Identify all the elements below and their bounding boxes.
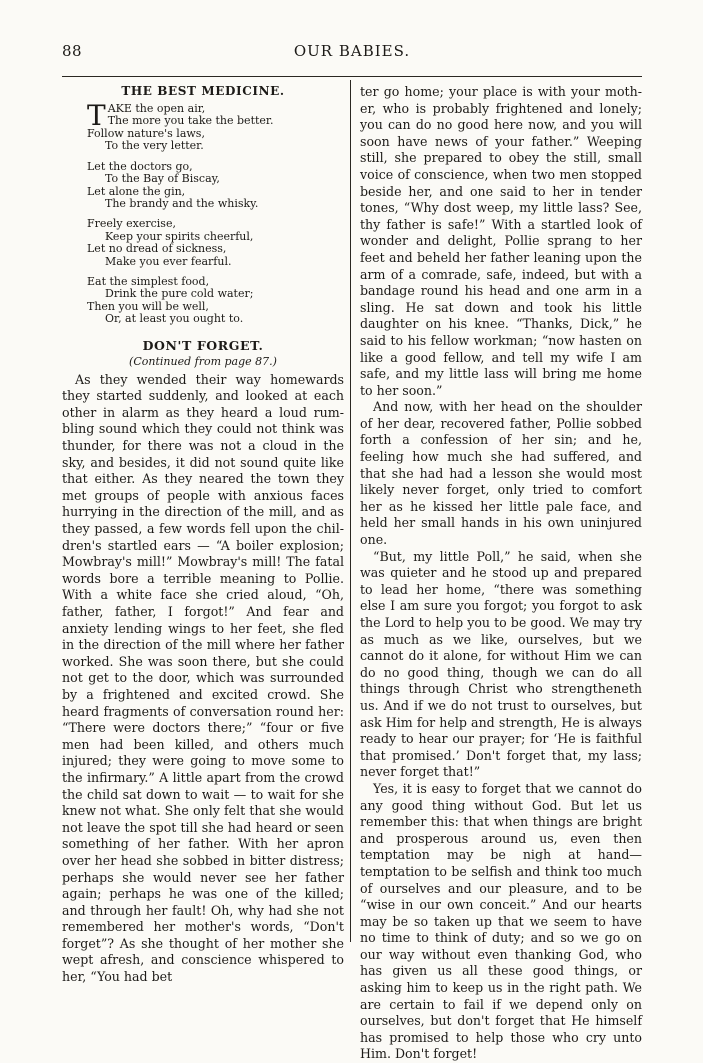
poem-stanza (87, 218, 344, 268)
poem-stanza (87, 276, 344, 326)
page-header (62, 42, 642, 68)
poem-line: The more you take the better. (107, 114, 274, 128)
story-paragraph: “But, my little Poll,” he said, when she was quieter and he stood up and prepared to lead her home, “there was something else I am sure you forgot; you forgot to ask the Lord to help you to be good. We may try as much as we like, ourselves, but we cannot do it alone, for without Him we can do no good thing, though we can do all things through Christ who strengtheneth us. And if we do not trust to ourselves, but ask Him for help and strength, He is always ready to hear our prayer; for ‘He is faithful that promised.’ Don't forget that, my lass; never forget that!” (360, 548, 642, 780)
poem-line: Let the doctors go, (87, 159, 193, 173)
poem-line: To the very letter. (105, 139, 204, 153)
story-paragraph: ter go home; your place is with your mother, who is probably frightened and lonely; you can do no good here now, and you will soon have news of your father.” Weeping still, she prepared to obey the still, small voice of conscience, when two men stopped beside her, and one said to her in tender tones, “Why dost weep, my little lass? See, thy father is safe!” With a startled look of wonder and delight, Pollie sprang to her feet and beheld her father leaning upon the arm of a comrade, safe, indeed, but with a bandage round his head and one arm in a sling. He sat down and took his little daughter on his knee. “Thanks, Dick,” he said to his fellow workman; “now hasten on like a good fellow, and tell my wife I am safe, and my little lass will bring me home to her soon.” (360, 84, 642, 398)
poem-line: AKE the open air, (107, 103, 206, 115)
column-divider (350, 80, 351, 942)
poem-line: Make you ever fearful. (105, 254, 232, 268)
story-text-right (360, 84, 642, 1063)
poem-line: Then you will be well, (87, 299, 209, 313)
poem-line: Eat the simplest food, (87, 275, 210, 289)
poem (87, 103, 344, 326)
story-paragraph: And now, with her head on the shoulder of her dear, recovered father, Pollie sobbed forth a confession of her sin; and he, feeling how much she had suffered, and that she had had a lesson she would most likely never forget, only tried to comfort her as he kissed her little pale face, and held her small hands in his own uninjured one. (360, 399, 642, 548)
left-column (62, 84, 344, 986)
continued-note: (Continued from page 87.) (129, 354, 277, 368)
story-title: DON'T FORGET. (142, 337, 264, 353)
poem-line: To the Bay of Biscay, (105, 172, 220, 186)
poem-line: Let no dread of sickness, (87, 242, 227, 256)
poem-title: THE BEST MEDICINE. (121, 84, 285, 98)
running-title: OUR BABIES. (293, 42, 411, 60)
drop-cap: T (87, 103, 106, 128)
poem-line: Let alone the gin, (87, 184, 186, 198)
poem-line: Drink the pure cold water; (105, 287, 254, 301)
story-paragraph: Yes, it is easy to forget that we cannot do any good thing without God. But let us remember this: that when things are bright and prosperous around us, even then temptation may be nigh at hand—temptation to be selfish and think too much of ourselves and our pleasure, and to be “wise in our own conceit.” And our hearts may be so taken up that we seem to have no time to think of duty; and so we go on our way without even thanking God, who has given us all these good things, or asking him to keep us in the right path. We are certain to fail if we depend only on ourselves, but don't forget that He himself has promised to help those who cry unto Him. Don't forget! (360, 780, 642, 1062)
poem-line: Freely exercise, (87, 217, 176, 231)
poem-stanza (87, 161, 344, 211)
poem-line: Keep your spirits cheerful, (105, 229, 254, 243)
poem-stanza (87, 103, 344, 153)
story-text-left (62, 372, 344, 986)
right-column (360, 84, 642, 1063)
poem-line: Follow nature's laws, (87, 127, 205, 140)
page-number: 88 (62, 42, 83, 60)
poem-line: Or, at least you ought to. (105, 312, 244, 326)
header-rule (62, 76, 642, 77)
story-paragraph: As they wended their way homewards they started suddenly, and looked at each other in alarm as they heard a loud rumbling sound which they could not think was thunder, for there was not a cloud in the sky, and besides, it did not sound quite like that either. As they neared the town they met groups of people with anxious faces hurrying in the direction of the mill, and as they passed, a few words fell upon the children's startled ears — “A boiler explosion; Mowbray's mill!” Mowbray's mill! The fatal words bore a terrible meaning to Pollie. With a white face she cried aloud, “Oh, father, father, I forgot!” And fear and anxiety lending wings to her feet, she fled in the direction of the mill where her father worked. She was soon there, but she could not get to the door, which was surrounded by a frightened and excited crowd. She heard fragments of conversation round her: “There were doctors there;” “four or five men had been killed, and others much injured; they were going to move some to the infirmary.” A little apart from the crowd the child sat down to wait — to wait for she knew not what. She only felt that she would not leave the spot till she had heard or seen something of her father. With her apron over her head she sobbed in bitter distress; perhaps she would never see her father again; perhaps he was one of the killed; and through her fault! Oh, why had she not remembered her mother's words, “Don't forget”? As she thought of her mother she wept afresh, and conscience whispered to her, “You had bet (62, 371, 344, 985)
poem-line: The brandy and the whisky. (105, 197, 259, 211)
